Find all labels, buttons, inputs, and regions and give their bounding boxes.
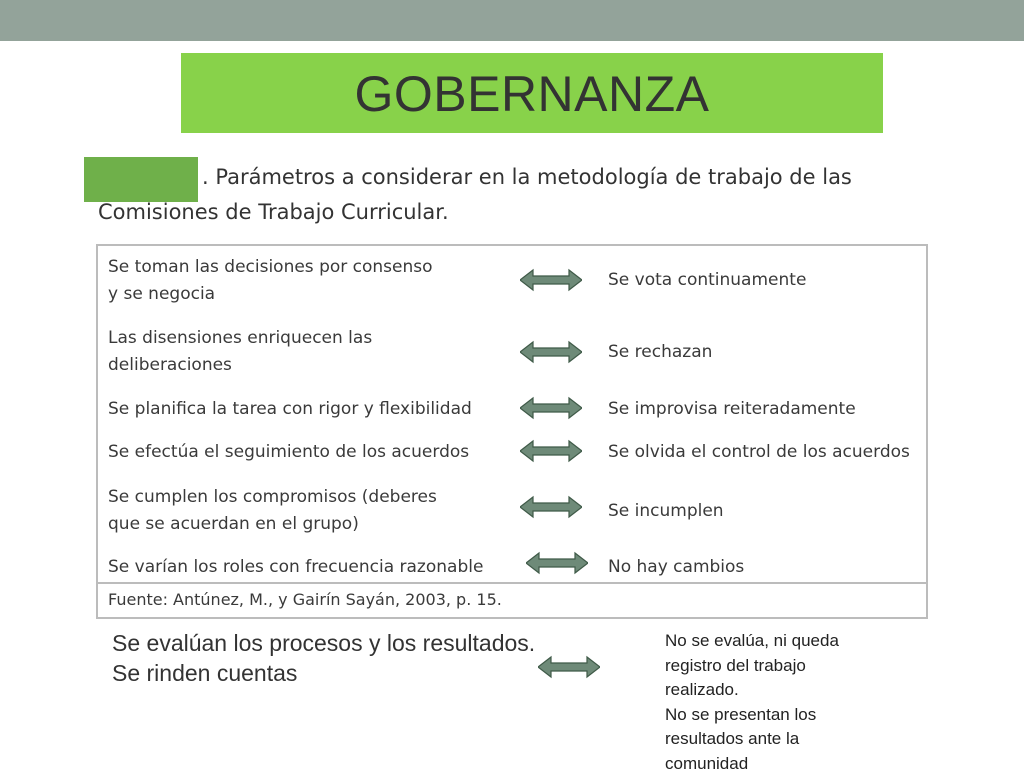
double-headed-arrow-icon bbox=[520, 268, 582, 292]
row-6-left-line-1: Se varían los roles con frecuencia razonable bbox=[108, 554, 483, 581]
evaluation-line-2: Se rinden cuentas bbox=[112, 658, 535, 688]
double-headed-arrow-icon bbox=[538, 655, 600, 679]
no-evaluation-line-2: registro del trabajo bbox=[665, 654, 895, 679]
row-2-left-line-2: deliberaciones bbox=[108, 352, 232, 379]
row-3-right: Se improvisa reiteradamente bbox=[608, 396, 856, 423]
source-divider bbox=[98, 582, 926, 584]
no-evaluation-line-6: comunidad bbox=[665, 752, 895, 776]
evaluation-statement bbox=[112, 628, 535, 688]
double-headed-arrow-icon bbox=[520, 495, 582, 519]
row-1-left-line-2: y se negocia bbox=[108, 281, 215, 308]
row-5-left-line-1: Se cumplen los compromisos (deberes bbox=[108, 484, 437, 511]
row-2-left-line-1: Las disensiones enriquecen las bbox=[108, 325, 372, 352]
row-4-left-line-1: Se efectúa el seguimiento de los acuerdos bbox=[108, 439, 469, 466]
no-evaluation-statement bbox=[665, 629, 895, 776]
row-3-left-line-1: Se planifica la tarea con rigor y flexibilidad bbox=[108, 396, 472, 423]
no-evaluation-line-3: realizado. bbox=[665, 678, 895, 703]
figure-caption bbox=[98, 160, 918, 230]
no-evaluation-line-1: No se evalúa, ni queda bbox=[665, 629, 895, 654]
double-headed-arrow-icon bbox=[520, 396, 582, 420]
caption-line-2: Comisiones de Trabajo Curricular. bbox=[98, 195, 918, 230]
table-source: Fuente: Antúnez, M., y Gairín Sayán, 2003, p. 15. bbox=[108, 590, 502, 609]
top-bar bbox=[0, 0, 1024, 41]
row-5-right: Se incumplen bbox=[608, 498, 724, 525]
no-evaluation-line-4: No se presentan los bbox=[665, 703, 895, 728]
parameters-table bbox=[96, 244, 928, 619]
row-4-right: Se olvida el control de los acuerdos bbox=[608, 439, 910, 466]
row-1-right: Se vota continuamente bbox=[608, 267, 806, 294]
title-banner bbox=[181, 53, 883, 133]
row-2-right: Se rechazan bbox=[608, 339, 712, 366]
slide-title: GOBERNANZA bbox=[181, 65, 883, 123]
double-headed-arrow-icon bbox=[526, 551, 588, 575]
no-evaluation-line-5: resultados ante la bbox=[665, 727, 895, 752]
double-headed-arrow-icon bbox=[520, 340, 582, 364]
row-1-left-line-1: Se toman las decisiones por consenso bbox=[108, 254, 433, 281]
double-headed-arrow-icon bbox=[520, 439, 582, 463]
row-6-right: No hay cambios bbox=[608, 554, 744, 581]
evaluation-line-1: Se evalúan los procesos y los resultados. bbox=[112, 628, 535, 658]
caption-line-1: . Parámetros a considerar en la metodología de trabajo de las bbox=[98, 160, 918, 195]
row-5-left-line-2: que se acuerdan en el grupo) bbox=[108, 511, 359, 538]
